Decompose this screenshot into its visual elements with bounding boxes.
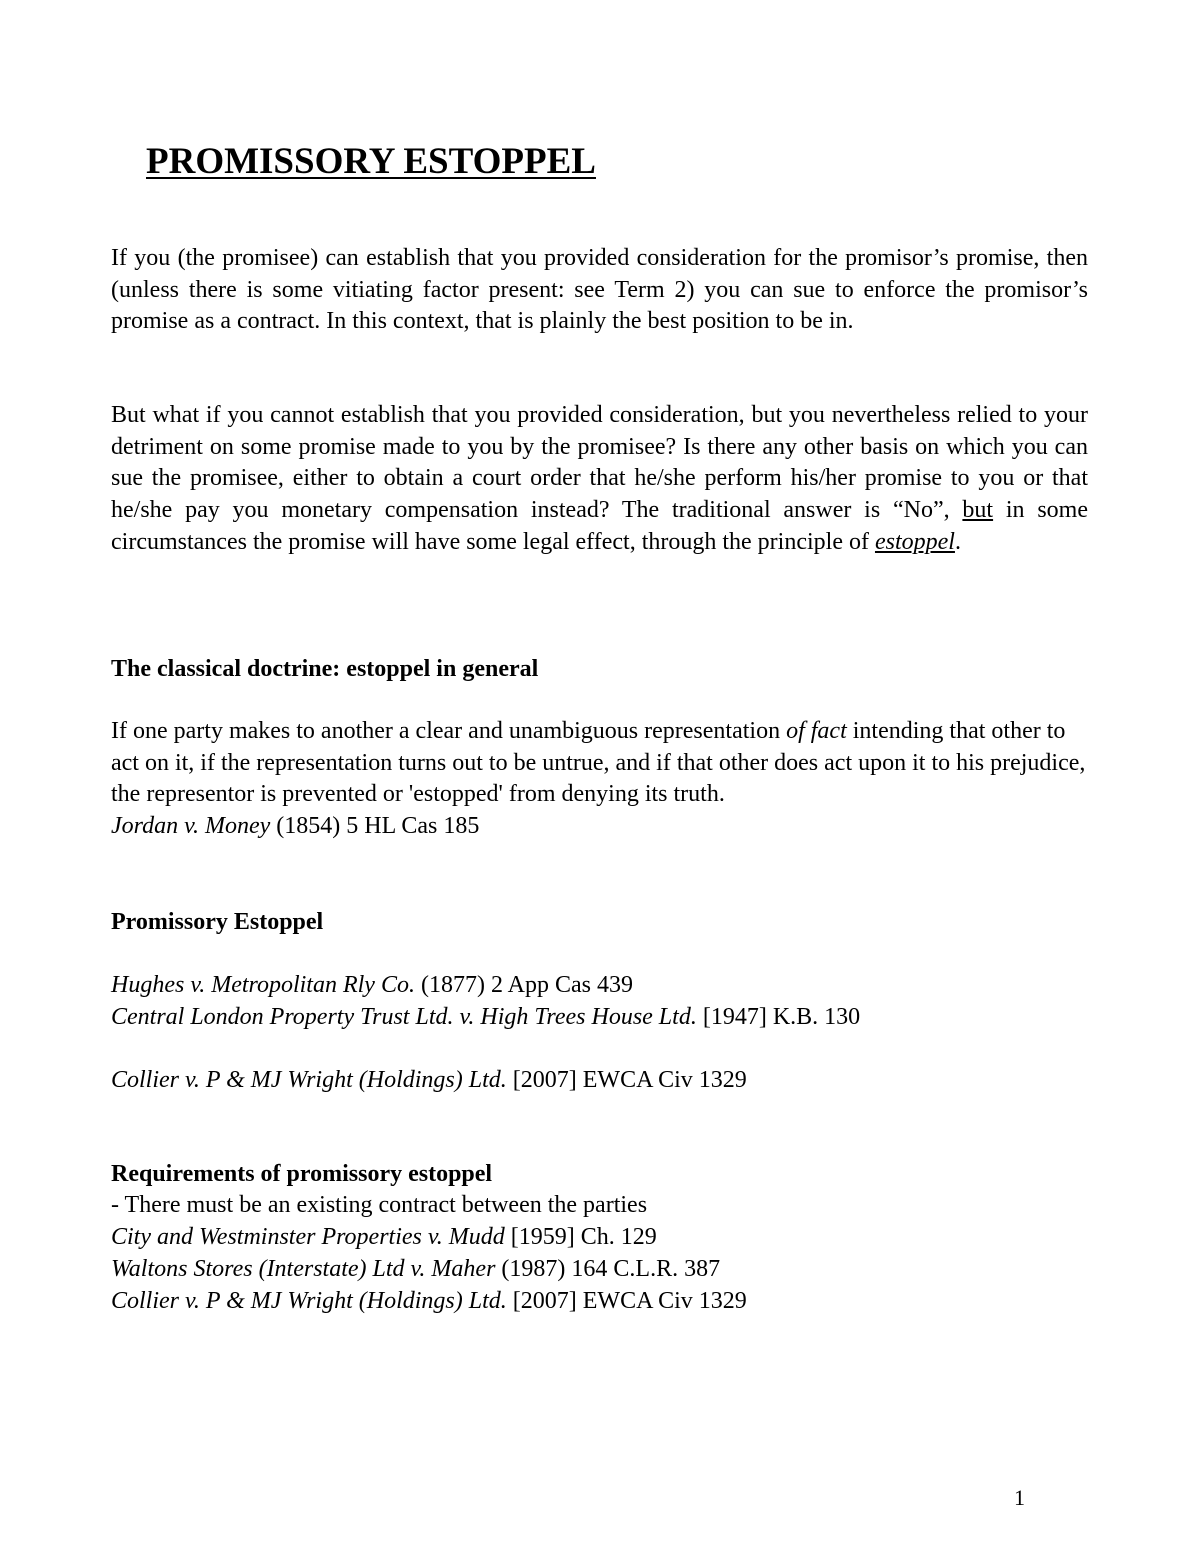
- case-name: Central London Property Trust Ltd. v. High Trees House Ltd.: [111, 1004, 697, 1030]
- case-reference: [111, 969, 633, 1001]
- italic-of-fact: of fact: [786, 718, 847, 744]
- intro-text-part-2: in some circumstances the promise will have some legal effect, through the principle of: [111, 497, 1088, 555]
- requirement-point: - There must be an existing contract between the parties: [111, 1192, 648, 1218]
- classical-text-part-2: intending that other to act on it, if the representation turns out to be untrue, and if that other does act upon it to his prejudice, the representor is prevented or 'estopped' from denying its truth.: [111, 718, 1086, 808]
- case-reference: [111, 1221, 657, 1253]
- case-reference: [111, 1001, 860, 1033]
- case-name: City and Westminster Properties v. Mudd: [111, 1224, 505, 1250]
- classical-doctrine-paragraph: [111, 716, 1088, 843]
- case-citation: [2007] EWCA Civ 1329: [506, 1288, 747, 1314]
- case-name: Collier v. P & MJ Wright (Holdings) Ltd.: [111, 1288, 507, 1314]
- intro-text-part-1: But what if you cannot establish that you provided consideration, but you nevertheless relied to your detriment on some promise made to you by the promisee? Is there any other basis on which you can sue the promisee, either to obtain a court order that he/she perform his/her promise to you or that he/she pay you monetary compensation instead? The traditional answer is “No”,: [111, 402, 1088, 524]
- intro-text-end: .: [954, 528, 961, 555]
- case-citation: (1987) 164 C.L.R. 387: [495, 1256, 721, 1282]
- case-citation: (1854) 5 HL Cas 185: [270, 813, 480, 840]
- intro-paragraph-consideration: [111, 243, 1088, 338]
- underlined-estoppel: estoppel: [874, 528, 955, 555]
- case-reference: [111, 1253, 720, 1285]
- classical-doctrine-heading: The classical doctrine: estoppel in general: [111, 656, 539, 682]
- page-title: PROMISSORY ESTOPPEL: [146, 141, 596, 182]
- page-number: 1: [1014, 1485, 1025, 1510]
- case-reference: [111, 1064, 747, 1096]
- case-citation: (1877) 2 App Cas 439: [414, 972, 633, 998]
- intro-paragraph-text: If you (the promisee) can establish that you provided consideration for the promisor’s promise, then (unless there is some vitiating factor present: see Term 2) you can sue to enforce the promisor’s promise as a contract. In this context, that is plainly the best position to be in.: [111, 245, 1088, 335]
- case-name: Collier v. P & MJ Wright (Holdings) Ltd.: [111, 1067, 507, 1093]
- case-reference: [111, 1285, 747, 1317]
- underlined-but: but: [962, 497, 994, 524]
- intro-paragraph-detriment: [111, 400, 1088, 559]
- classical-text-part-1: If one party makes to another a clear and unambiguous representation: [111, 718, 787, 744]
- case-citation: [1959] Ch. 129: [504, 1224, 657, 1250]
- case-name: Hughes v. Metropolitan Rly Co.: [111, 972, 415, 998]
- requirements-heading: Requirements of promissory estoppel: [111, 1161, 493, 1187]
- case-citation: [2007] EWCA Civ 1329: [506, 1067, 747, 1093]
- case-citation: [1947] K.B. 130: [696, 1004, 861, 1030]
- case-name: Jordan v. Money: [111, 813, 271, 840]
- case-name: Waltons Stores (Interstate) Ltd v. Maher: [111, 1256, 496, 1282]
- promissory-estoppel-heading: Promissory Estoppel: [111, 909, 324, 935]
